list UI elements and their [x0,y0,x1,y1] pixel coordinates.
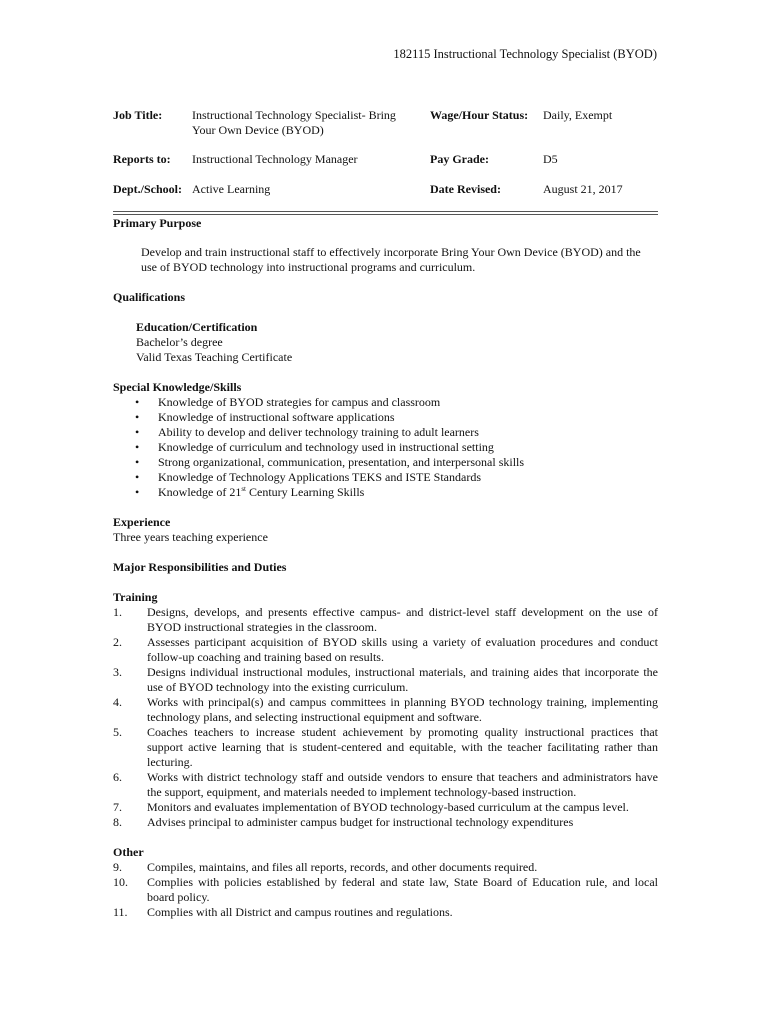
document-body [113,216,658,920]
wage-status-value: Daily, Exempt [543,108,613,122]
divider-rule-top [113,211,658,212]
pay-grade-label: Pay Grade: [430,152,489,166]
pay-grade-value: D5 [543,152,558,166]
list-item: 4. Works with principal(s) and campus committees in planning BYOD technology training, implementing technology plans, and selecting instructional equipment and software. [113,695,658,724]
list-item: 2. Assesses participant acquisition of BYOD skills using a variety of evaluation procedures and conduct follow-up coaching and training based on results. [113,635,658,664]
bullet-icon: • [135,470,140,484]
other-list [113,860,658,920]
job-title-label: Job Title: [113,108,163,122]
education-item-degree: Bachelor’s degree [136,335,223,349]
bullet-icon: • [135,440,140,454]
list-item: • Knowledge of BYOD strategies for campus and classroom [135,395,441,409]
divider-rule-bottom [113,214,658,215]
bullet-icon: • [135,410,140,424]
list-item: • Knowledge of 21st Century Learning Skills [135,485,365,499]
bullet-icon: • [135,455,140,469]
duties-heading: Major Responsibilities and Duties [113,560,287,574]
list-item: 11. Complies with all District and campus routines and regulations. [113,905,453,919]
list-item: • Knowledge of Technology Applications TEKS and ISTE Standards [135,470,482,484]
experience-heading: Experience [113,515,171,529]
list-item: 6. Works with district technology staff and outside vendors to ensure that teachers and administrators have the support, equipment, and materials needed to implement technology-based instruction. [113,770,658,799]
qualifications-heading: Qualifications [113,290,186,304]
job-title-value: Instructional Technology Specialist- Bring Your Own Device (BYOD) [192,108,396,137]
list-item: 9. Compiles, maintains, and files all reports, records, and other documents required. [113,860,538,874]
reports-to-label: Reports to: [113,152,171,166]
other-heading: Other [113,845,144,859]
date-revised-label: Date Revised: [430,182,501,196]
list-item: 10. Complies with policies established by federal and state law, State Board of Education rule, and local board policy. [113,875,658,904]
list-item: • Knowledge of curriculum and technology used in instructional setting [135,440,494,454]
training-list [113,605,658,830]
education-item-certificate: Valid Texas Teaching Certificate [136,350,293,364]
dept-label: Dept./School: [113,182,182,196]
experience-text: Three years teaching experience [113,530,268,544]
list-item: 8. Advises principal to administer campus budget for instructional technology expenditures [113,815,574,829]
bullet-icon: • [135,485,140,499]
list-item: 3. Designs individual instructional modules, instructional materials, and training aides that incorporate the use of BYOD technology into the existing curriculum. [113,665,658,694]
training-heading: Training [113,590,158,604]
skills-list [113,395,658,500]
list-item: 5. Coaches teachers to increase student achievement by promoting quality instructional practices that support active learning that is student-centered and equitable, with the teacher facilitating rather than lecturing. [113,725,658,769]
document-code: 182115 Instructional Technology Specialist (BYOD) [393,47,657,61]
bullet-icon: • [135,425,140,439]
primary-purpose-heading: Primary Purpose [113,216,202,230]
list-item: 7. Monitors and evaluates implementation of BYOD technology-based curriculum at the campus level. [113,800,629,814]
skills-heading: Special Knowledge/Skills [113,380,242,394]
primary-purpose-text: Develop and train instructional staff to effectively incorporate Bring Your Own Device (BYOD) and the use of BYOD technology into instructional programs and curriculum. [141,245,641,274]
wage-status-label: Wage/Hour Status: [430,108,529,122]
education-heading: Education/Certification [136,320,258,334]
date-revised-value: August 21, 2017 [543,182,623,196]
dept-value: Active Learning [192,182,271,196]
list-item: • Ability to develop and deliver technology training to adult learners [135,425,479,439]
bullet-icon: • [135,395,140,409]
list-item: • Knowledge of instructional software applications [135,410,395,424]
reports-to-value: Instructional Technology Manager [192,152,358,166]
list-item: • Strong organizational, communication, presentation, and interpersonal skills [135,455,525,469]
list-item: 1. Designs, develops, and presents effective campus- and district-level staff development on the use of BYOD instructional strategies in the classroom. [113,605,658,634]
